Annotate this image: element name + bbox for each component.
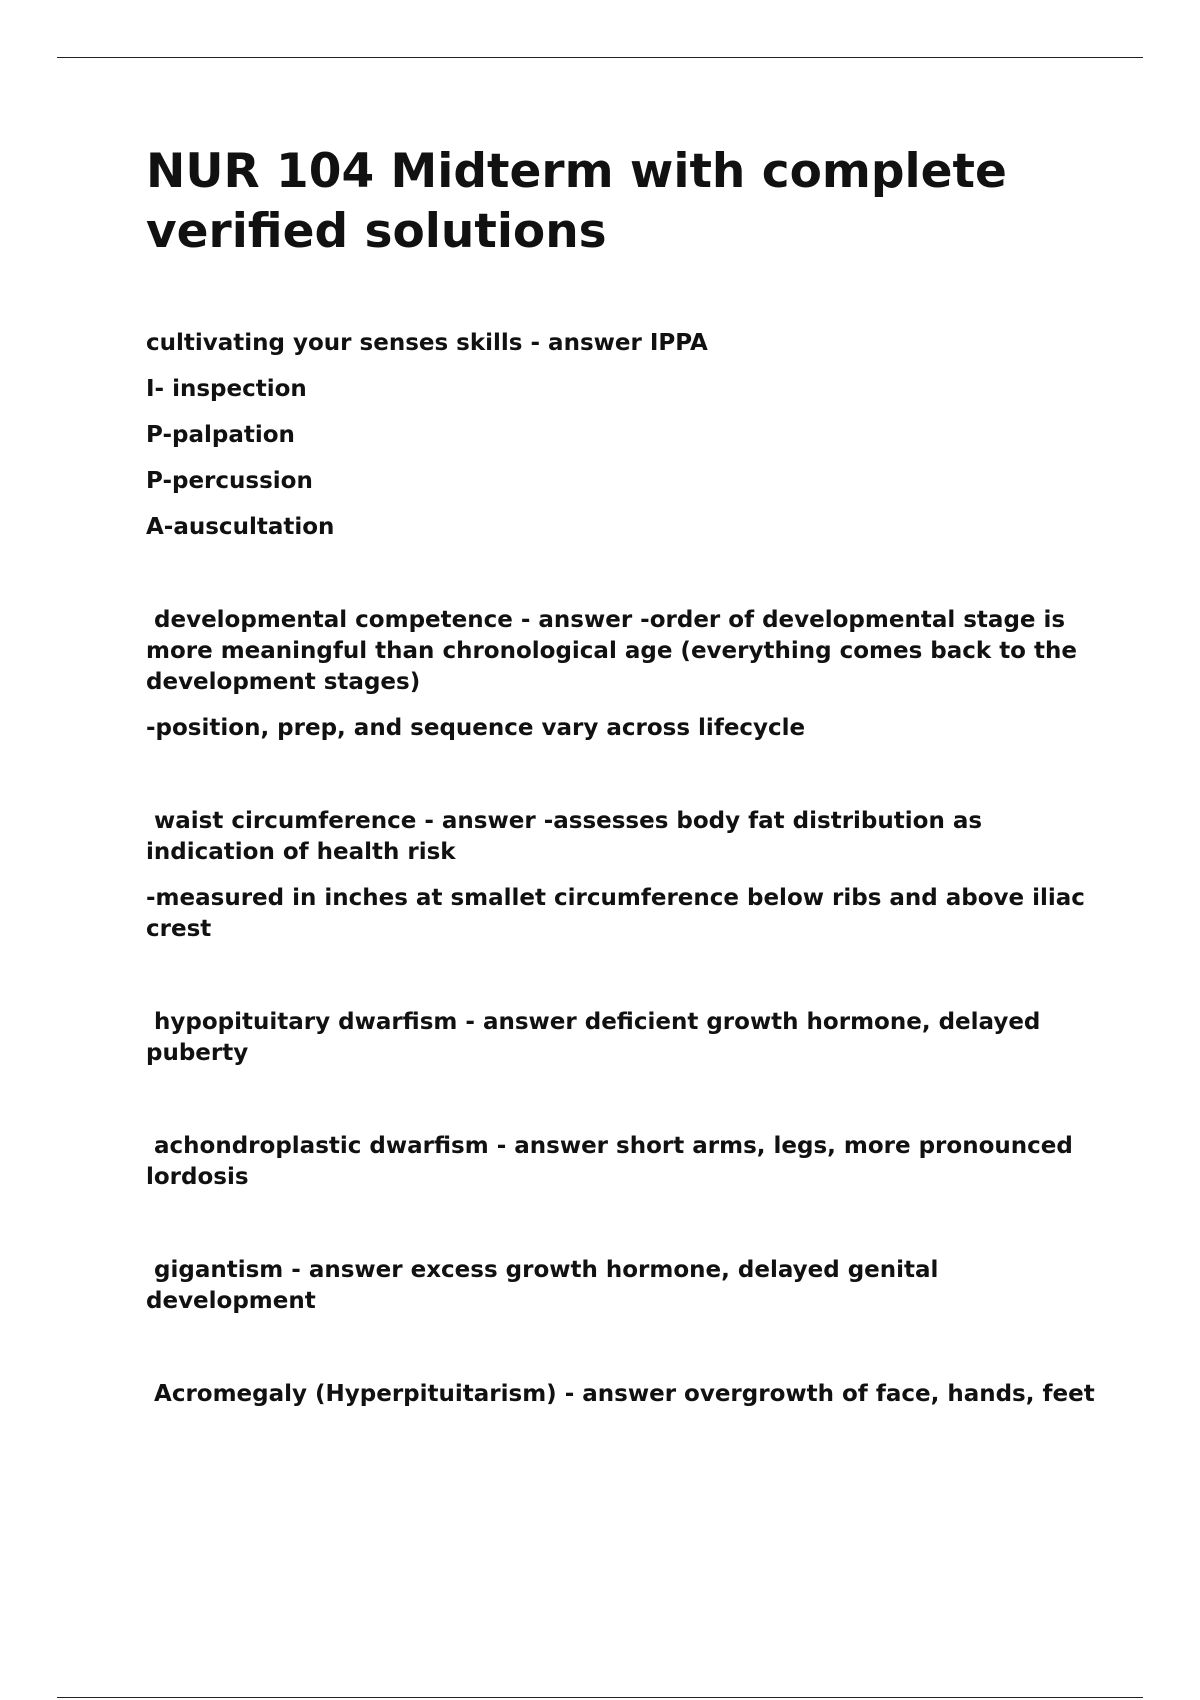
qa-line: gigantism - answer excess growth hormone, delayed genital development: [146, 1257, 947, 1314]
qa-line: waist circumference - answer -assesses body fat distribution as indication of health risk: [146, 808, 991, 865]
qa-line: I- inspection: [146, 376, 307, 402]
document-title: NUR 104 Midterm with complete verified solutions: [146, 144, 1007, 259]
qa-entry-waist-circumference: [146, 806, 1106, 945]
qa-line: developmental competence - answer -order of developmental stage is more meaningful than chronological age (everything comes back to the development stages): [146, 607, 1085, 695]
top-rule: [57, 57, 1143, 58]
qa-line: cultivating your senses skills - answer IPPA: [146, 330, 708, 356]
qa-line: Acromegaly (Hyperpituitarism) - answer overgrowth of face, hands, feet: [146, 1381, 1095, 1407]
qa-line: achondroplastic dwarfism - answer short arms, legs, more pronounced lordosis: [146, 1133, 1081, 1190]
bottom-rule: [57, 1697, 1143, 1698]
qa-line: -measured in inches at smallet circumference below ribs and above iliac crest: [146, 885, 1093, 942]
qa-entry-ippa: [146, 328, 1106, 543]
document-body: [146, 142, 1106, 1425]
qa-entry-hypopituitary-dwarfism: [146, 1007, 1106, 1069]
qa-line: P-palpation: [146, 422, 295, 448]
qa-entry-developmental-competence: [146, 605, 1106, 744]
qa-list: [146, 328, 1106, 1410]
qa-line: P-percussion: [146, 468, 313, 494]
qa-line: A-auscultation: [146, 514, 335, 540]
qa-line: -position, prep, and sequence vary across lifecycle: [146, 715, 806, 741]
qa-entry-gigantism: [146, 1255, 1106, 1317]
qa-entry-acromegaly: [146, 1379, 1106, 1410]
qa-line: hypopituitary dwarfism - answer deficient growth hormone, delayed puberty: [146, 1009, 1049, 1066]
qa-entry-achondroplastic-dwarfism: [146, 1131, 1106, 1193]
